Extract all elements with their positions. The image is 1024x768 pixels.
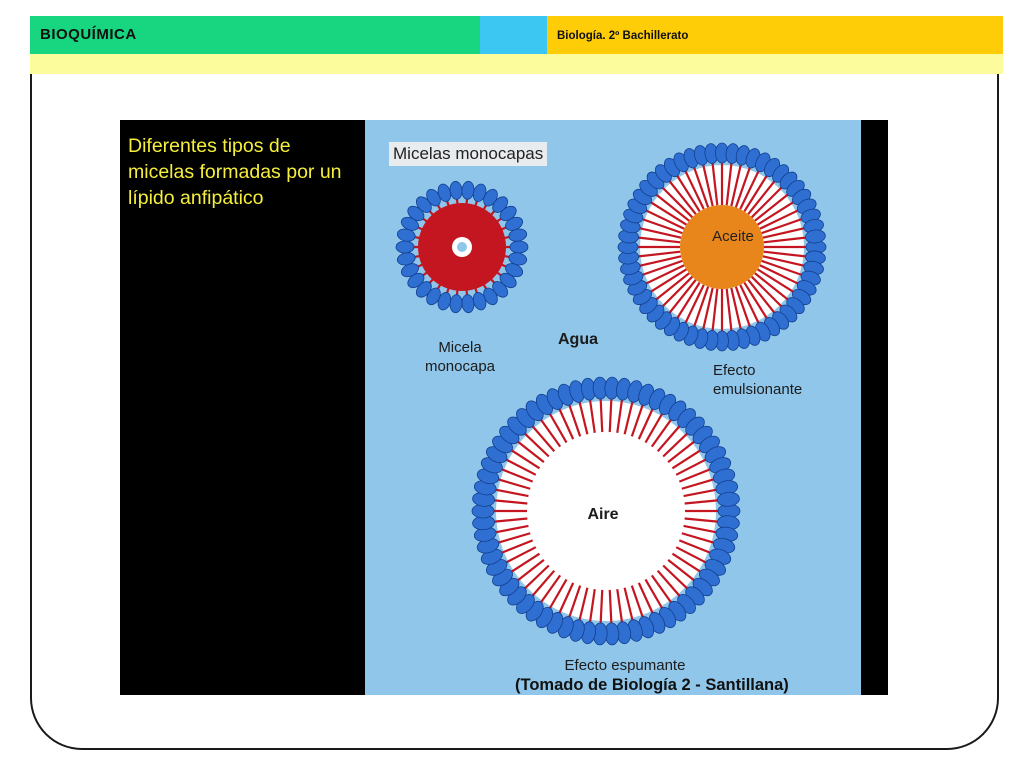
emulsion-label: Efecto emulsionante: [713, 362, 803, 398]
oil-droplet: [680, 205, 764, 289]
micelle-monolayer: [396, 181, 528, 314]
lipid-head: [396, 241, 414, 253]
micelle-label: Micela monocapa: [424, 339, 496, 375]
lipid-head: [461, 181, 475, 200]
lipid-head: [510, 241, 528, 253]
header-band: [30, 54, 1003, 74]
lipid-tail: [610, 590, 612, 623]
header-course-title: Biología. 2º Bachillerato: [557, 30, 689, 42]
header-subject-title: BIOQUÍMICA: [40, 26, 137, 43]
lipid-tail: [601, 399, 603, 432]
header-bar-accent: [480, 16, 547, 54]
lipid-tail: [610, 399, 612, 432]
micelle-emulsion: [618, 143, 826, 351]
water-label: Agua: [558, 331, 598, 348]
diagram-title: Micelas monocapas: [389, 142, 547, 166]
lipid-head: [449, 181, 463, 200]
oil-label: Aceite: [712, 228, 754, 245]
lipid-head: [449, 294, 463, 313]
micelle-drawing: [365, 120, 861, 695]
lipid-head: [461, 294, 475, 313]
lipid-tail: [601, 590, 603, 623]
micelle-diagram: [365, 120, 861, 695]
air-label: Aire: [587, 506, 619, 523]
source-credit: (Tomado de Biología 2 - Santillana): [515, 676, 789, 694]
foam-label: Efecto espumante: [564, 657, 686, 674]
figure-caption: Diferentes tipos de micelas formadas por un lípido anfipático: [128, 135, 342, 209]
